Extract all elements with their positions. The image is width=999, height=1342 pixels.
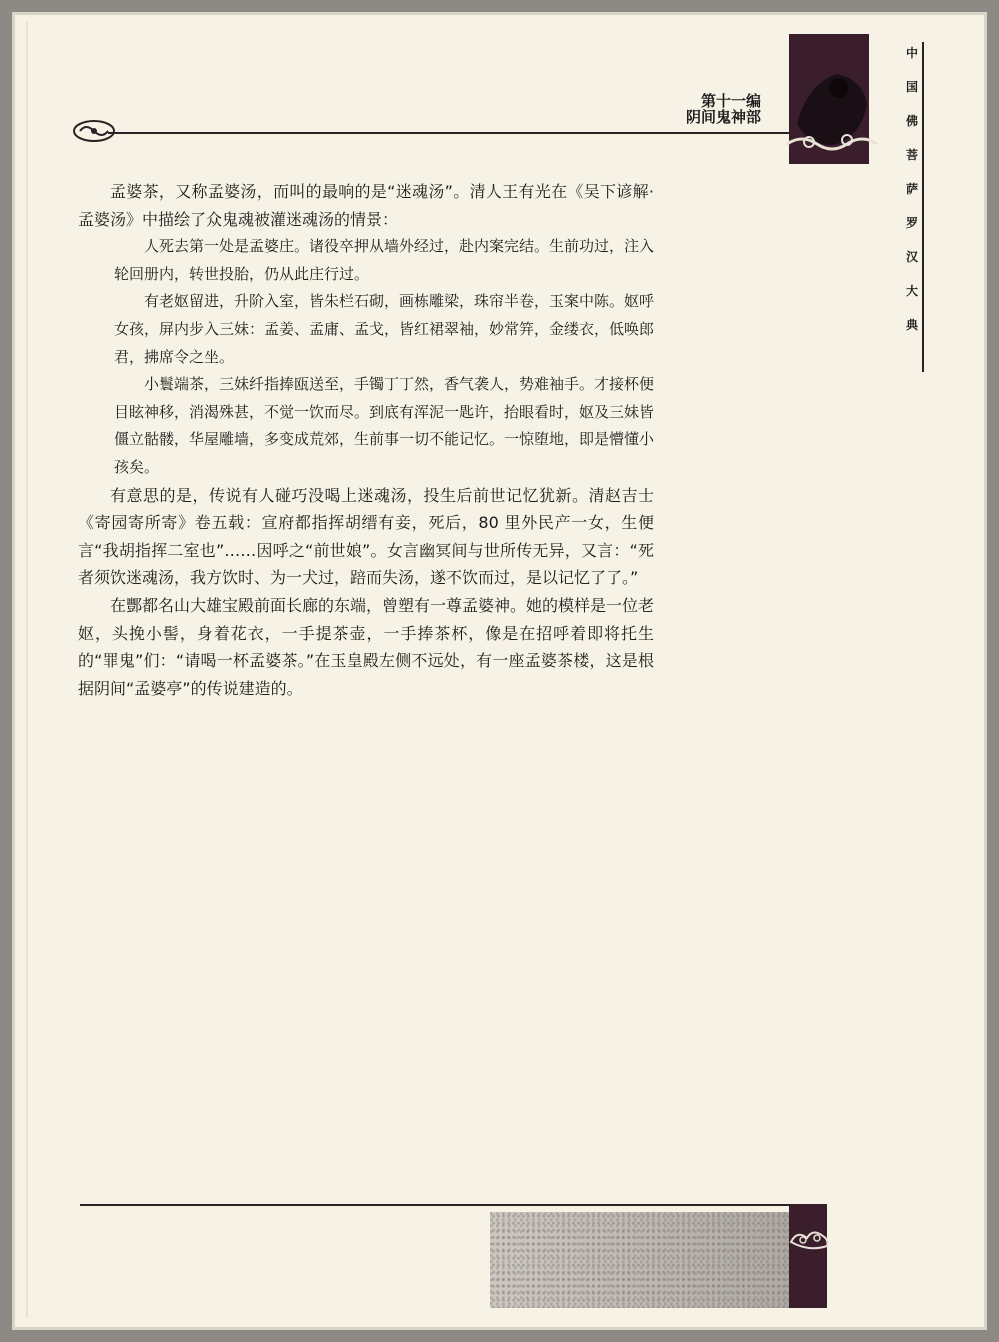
footer-corner-block — [789, 1204, 827, 1308]
part-label: 第十一编 — [700, 92, 761, 110]
book-title-char: 罗 — [905, 216, 918, 230]
block-quote: 有老妪留进，升阶入室，皆朱栏石砌，画栋雕梁，珠帘半卷，玉案中陈。妪呼女孩，屏内步入三妹：孟姜、孟庸、孟戈，皆红裙翠袖，妙常笄，金缕衣，低唤郎君，拂席令之坐。 — [114, 292, 655, 366]
paragraph: 孟婆茶，又称孟婆汤，而叫的最响的是“迷魂汤”。清人王有光在《吴下谚解·孟婆汤》中描绘了众鬼魂被灌迷魂汤的情景： — [78, 182, 654, 229]
book-title-char: 国 — [905, 80, 918, 94]
block-quote: 小鬟端茶，三妹纤指捧瓯送至，手镯丁丁然，香气袭人，势难袖手。才接杯便目眩神移，消渴殊甚，不觉一饮而尽。到底有浑泥一匙许，抬眼看时，妪及三妹皆僵立骷髅，华屋雕墙，多变成荒郊，生前事一切不能记忆。一惊堕地，即是懵懂小孩矣。 — [114, 375, 655, 476]
book-title-char: 典 — [905, 318, 918, 332]
book-page — [12, 12, 987, 1330]
paragraph: 在酆都名山大雄宝殿前面长廊的东端，曾塑有一尊孟婆神。她的模样是一位老妪，头挽小髻，身着花衣，一手提茶壶，一手捧茶杯，像是在招呼着即将托生的“罪鬼”们：“请喝一杯孟婆茶。”在玉皇殿左侧不远处，有一座孟婆茶楼，这是根据阴间“孟婆亭”的传说建造的。 — [78, 595, 655, 698]
header-rule — [108, 132, 822, 134]
book-title-char: 中 — [905, 46, 918, 60]
footer-texture — [490, 1212, 790, 1308]
book-title-char: 汉 — [905, 250, 918, 264]
cloud-ornament-icon — [787, 1222, 831, 1252]
book-title-char: 萨 — [905, 182, 918, 196]
book-title-char: 菩 — [905, 148, 918, 162]
deity-silhouette-icon — [777, 54, 877, 154]
cloud-ornament-icon — [72, 118, 116, 144]
book-title-rule — [922, 42, 924, 372]
section-label — [686, 94, 761, 126]
block-quote: 人死去第一处是孟婆庄。诸役卒押从墙外经过，赴内案完结。生前功过，注入轮回册内，转世投胎，仍从此庄行过。 — [114, 237, 655, 283]
book-title-char: 大 — [905, 284, 918, 298]
footer-rule — [80, 1204, 822, 1206]
paragraph: 有意思的是，传说有人碰巧没喝上迷魂汤，投生后前世记忆犹新。清赵吉士《寄园寄所寄》卷五载：宣府都指挥胡缙有妾，死后，80 里外民产一女，生便言“我胡指挥二室也”……因呼之“前世娘”。女言幽冥间与世所传无异，又言：“死者须饮迷魂汤，我方饮时、为一犬过，踣而失汤，遂不饮而过，是以记忆了了。” — [78, 485, 654, 588]
book-title-vertical — [904, 44, 920, 350]
body-text — [78, 178, 654, 702]
header-corner-block — [789, 34, 869, 164]
book-title-char: 佛 — [905, 114, 918, 128]
chapter-label: 阴间鬼神部 — [685, 107, 761, 126]
